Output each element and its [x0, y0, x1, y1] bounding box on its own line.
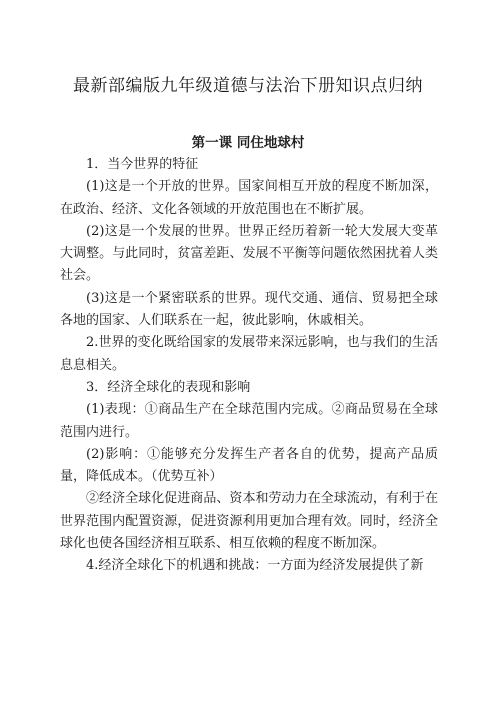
document-title: 最新部编版九年级道德与法治下册知识点归纳: [73, 76, 423, 96]
paragraph-globalization-heading: 3．经济全球化的表现和影响: [86, 379, 251, 395]
document-body: [60, 154, 438, 578]
paragraph-globalization-impact-2: ②经济全球化促进商品、资本和劳动力在全球流动，有利于在世界范围内配置资源，促进资源利用更加合理有效。同时，经济全球化也使各国经济相互联系、相互依赖的程度不断加深。: [60, 491, 438, 552]
lesson-heading: 第一课 同住地球村: [191, 135, 305, 151]
paragraph-developing-world: (2)这是一个发展的世界。世界正经历着新一轮大发展大变革大调整。与此同时，贫富差距、发展不平衡等问题依然困扰着人类社会。: [60, 223, 438, 284]
paragraph-globalization-impact-1: (2)影响：①能够充分发挥生产者各自的优势，提高产品质量，降低成本。（优势互补）: [60, 446, 438, 485]
paragraph-world-changes: 2.世界的变化既给国家的发展带来深远影响，也与我们的生活息息相关。: [60, 335, 438, 373]
paragraph-world-features-heading: 1．当今世界的特征: [86, 157, 199, 172]
paragraph-connected-world: (3)这是一个紧密联系的世界。现代交通、通信、贸易把全球各地的国家、人们联系在一起，彼此影响，休戚相关。: [60, 290, 438, 329]
paragraph-opportunities-challenges: 4.经济全球化下的机遇和挑战：一方面为经济发展提供了新: [86, 558, 424, 574]
paragraph-globalization-manifestation: (1)表现：①商品生产在全球范围内完成。②商品贸易在全球范围内进行。: [60, 402, 438, 440]
paragraph-open-world: (1)这是一个开放的世界。国家间相互开放的程度不断加深，在政治、经济、文化各领域的开放范围也在不断扩展。: [60, 179, 438, 217]
